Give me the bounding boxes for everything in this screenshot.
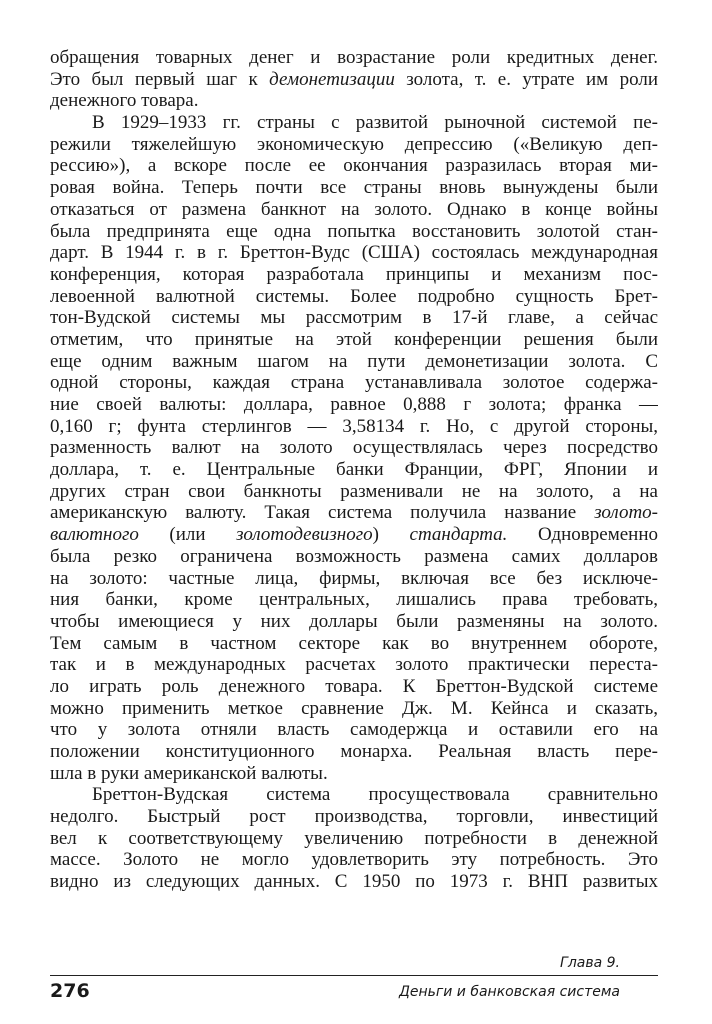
text-run: на золото: частные лица, фирмы, включая все без исключе- bbox=[50, 567, 658, 589]
text-run: ровая война. Теперь почти все страны вновь вынуждены были bbox=[50, 177, 658, 199]
text-line bbox=[50, 177, 658, 199]
text-run: дарт. В 1944 г. в г. Бреттон-Вудс (США) состоялась международная bbox=[50, 242, 658, 264]
text-run: недолго. Быстрый рост производства, торговли, инвестиций bbox=[50, 806, 658, 828]
text-line bbox=[50, 524, 658, 546]
text-run: тон-Вудской системы мы рассмотрим в 17-й главе, а сейчас bbox=[50, 307, 658, 329]
text-line bbox=[50, 242, 658, 264]
text-line bbox=[50, 502, 658, 524]
text-line bbox=[50, 221, 658, 243]
text-line bbox=[50, 286, 658, 308]
text-run: разменность валют на золото осуществлялась через посредство bbox=[50, 437, 658, 459]
text-run: рессию»), а вскоре после ее окончания разразилась вторая ми- bbox=[50, 155, 658, 177]
italic-term: золото- bbox=[594, 502, 658, 524]
text-line bbox=[50, 329, 658, 351]
text-run: американскую валюту. Такая система получила название bbox=[50, 502, 595, 524]
text-line bbox=[50, 481, 658, 503]
italic-term: золотодевизного bbox=[236, 524, 373, 546]
text-run: Это был первый шаг к bbox=[50, 68, 270, 90]
text-run: что у золота отняли власть самодержца и оставили его на bbox=[50, 719, 658, 741]
text-line bbox=[50, 264, 658, 286]
text-run: массе. Золото не могло удовлетворить эту потребность. Это bbox=[50, 849, 658, 871]
text-run: доллара, т. е. Центральные банки Франции, ФРГ, Японии и bbox=[50, 459, 658, 481]
text-run: В 1929–1933 гг. страны с развитой рыночной системой пе- bbox=[92, 112, 658, 134]
text-line bbox=[50, 437, 658, 459]
text-run: Бреттон-Вудская система просуществовала сравнительно bbox=[92, 784, 658, 806]
text-run: еще одним важным шагом на пути демонетизации золота. С bbox=[50, 350, 658, 372]
text-run: отказаться от размена банкнот на золото. Однако в конце войны bbox=[50, 198, 658, 220]
text-run: так и в международных расчетах золото практически переста- bbox=[50, 654, 658, 676]
text-line bbox=[50, 806, 658, 828]
text-run: режили тяжелейшую экономическую депрессию («Великую деп- bbox=[50, 133, 658, 155]
text-run: видно из следующих данных. С 1950 по 1973 г. ВНП развитых bbox=[50, 871, 658, 893]
text-run: обращения товарных денег и возрастание роли кредитных денег. bbox=[50, 47, 658, 68]
text-line bbox=[50, 90, 658, 112]
text-run: ло играть роль денежного товара. К Бреттон-Вудской системе bbox=[50, 675, 658, 697]
text-line bbox=[50, 871, 658, 893]
text-line bbox=[50, 155, 658, 177]
text-run: отметим, что принятые на этой конференции решения были bbox=[50, 328, 658, 350]
italic-term: демонетизации bbox=[269, 68, 395, 90]
text-run: можно применить меткое сравнение Дж. М. Кейнса и сказать, bbox=[50, 697, 658, 719]
text-line bbox=[50, 307, 658, 329]
body-text bbox=[50, 47, 658, 893]
footer-divider bbox=[50, 975, 658, 976]
text-run: (или bbox=[138, 524, 237, 546]
text-run: была предпринята еще одна попытка восстановить золотой стан- bbox=[50, 220, 658, 242]
text-line bbox=[50, 372, 658, 394]
text-line bbox=[50, 589, 658, 611]
text-line bbox=[50, 47, 658, 69]
text-line bbox=[50, 719, 658, 741]
text-line bbox=[50, 134, 658, 156]
text-run: 0,160 г; фунта стерлингов — 3,58134 г. Но, с другой стороны, bbox=[50, 415, 658, 437]
text-line bbox=[50, 849, 658, 871]
text-line bbox=[50, 741, 658, 763]
text-line bbox=[50, 199, 658, 221]
text-line bbox=[50, 546, 658, 568]
text-run: денежного товара. bbox=[50, 90, 199, 112]
text-line bbox=[50, 676, 658, 698]
text-line bbox=[50, 698, 658, 720]
text-line bbox=[50, 416, 658, 438]
text-run: положении конституционного монарха. Реальная власть пере- bbox=[50, 741, 658, 762]
text-line bbox=[50, 568, 658, 590]
text-line bbox=[50, 763, 658, 785]
text-run: ние своей валюты: доллара, равное 0,888 г золота; франка — bbox=[50, 394, 658, 415]
text-run: Одновременно bbox=[507, 524, 658, 546]
text-line bbox=[50, 633, 658, 655]
running-footer-chapter: Глава 9. bbox=[560, 955, 620, 971]
text-line bbox=[50, 459, 658, 481]
text-line bbox=[50, 784, 658, 806]
text-run: одной стороны, каждая страна устанавливала золотое содержа- bbox=[50, 372, 658, 394]
text-line bbox=[50, 828, 658, 850]
text-run: шла в руки американской валюты. bbox=[50, 762, 328, 784]
italic-term: валютного bbox=[50, 524, 139, 546]
text-line bbox=[50, 654, 658, 676]
text-line bbox=[50, 394, 658, 416]
text-run: была резко ограничена возможность размена самих долларов bbox=[50, 545, 658, 567]
text-run: Тем самым в частном секторе как во внутреннем обороте, bbox=[50, 632, 658, 654]
text-run: золота, т. е. утрате им роли bbox=[394, 68, 658, 90]
text-line bbox=[50, 69, 658, 91]
text-run: вел к соответствующему увеличению потребности в денежной bbox=[50, 827, 658, 849]
text-run: ния банки, кроме центральных, лишались права требовать, bbox=[50, 589, 658, 611]
text-run: других стран свои банкноты разменивали не на золото, а на bbox=[50, 480, 658, 502]
text-line bbox=[50, 112, 658, 134]
italic-term: стандарта. bbox=[409, 524, 508, 546]
running-footer-title: Деньги и банковская система bbox=[398, 984, 620, 1000]
page-number: 276 bbox=[50, 980, 90, 1002]
text-run: конференция, которая разработала принципы и механизм пос- bbox=[50, 263, 658, 285]
text-run: чтобы имеющиеся у них доллары были разменяны на золото. bbox=[50, 610, 658, 632]
text-run: левоенной валютной системы. Более подробно сущность Брет- bbox=[50, 285, 658, 307]
text-line bbox=[50, 611, 658, 633]
text-run: ) bbox=[372, 524, 410, 546]
text-line bbox=[50, 351, 658, 373]
